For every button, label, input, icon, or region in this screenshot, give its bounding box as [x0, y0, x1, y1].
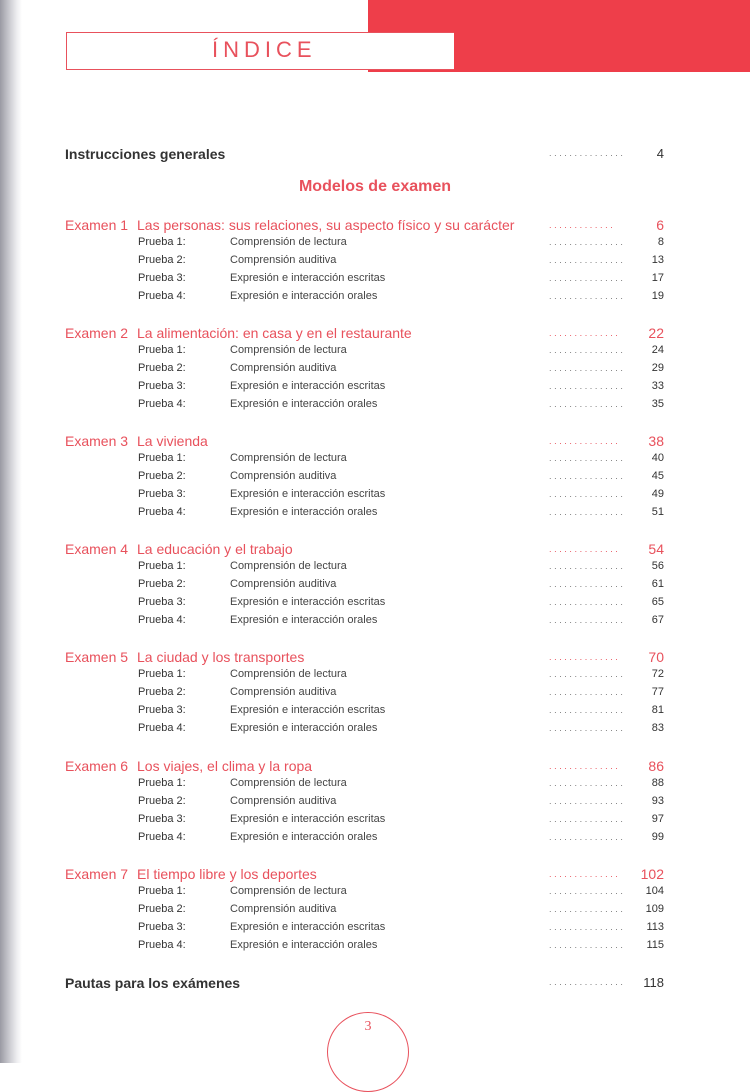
prueba-title: Expresión e interacción escritas: [230, 488, 386, 500]
page-number-ref: 104: [645, 885, 664, 897]
toc-prueba-entry[interactable]: [0, 777, 750, 795]
toc-prueba-entry[interactable]: [0, 831, 750, 849]
toc-prueba-entry[interactable]: [0, 344, 750, 362]
toc-prueba-entry[interactable]: [0, 578, 750, 596]
toc-prueba-entry[interactable]: [0, 290, 750, 308]
dot-leader: ...............: [549, 904, 626, 914]
dot-leader: ..............: [549, 436, 621, 446]
prueba-label: Prueba 4:: [138, 939, 186, 951]
section-title: Modelos de examen: [298, 178, 452, 195]
prueba-label: Prueba 4:: [138, 831, 186, 843]
page-number-ref: 45: [651, 470, 664, 482]
prueba-label: Prueba 3:: [138, 272, 186, 284]
page-number-ref: 6: [656, 217, 664, 233]
exam-number: Examen 7: [65, 866, 129, 882]
prueba-label: Prueba 2:: [138, 362, 186, 374]
exam-number: Examen 4: [65, 541, 129, 557]
page-number-ref: 97: [651, 813, 664, 825]
toc-prueba-entry[interactable]: [0, 236, 750, 254]
dot-leader: .............: [549, 220, 616, 230]
toc-entry-label: Pautas para los exámenes: [65, 975, 241, 991]
page-number-ref: 17: [651, 272, 664, 284]
page-number-ref: 19: [651, 290, 664, 302]
toc-prueba-entry[interactable]: [0, 939, 750, 957]
toc-prueba-entry[interactable]: [0, 795, 750, 813]
page-number-ref: 77: [651, 686, 664, 698]
prueba-title: Comprensión auditiva: [230, 470, 337, 482]
page-number-ref: 40: [651, 452, 664, 464]
toc-entry-intro[interactable]: [0, 146, 750, 164]
page-number: 3: [364, 1019, 372, 1034]
toc-prueba-entry[interactable]: [0, 596, 750, 614]
dot-leader: ...............: [549, 471, 626, 481]
page-number-ref: 99: [651, 831, 664, 843]
prueba-label: Prueba 1:: [138, 452, 186, 464]
exam-title: La alimentación: en casa y en el restaurante: [137, 325, 412, 341]
exam-number: Examen 3: [65, 433, 129, 449]
prueba-label: Prueba 3:: [138, 380, 186, 392]
prueba-title: Comprensión auditiva: [230, 903, 337, 915]
dot-leader: ...............: [549, 489, 626, 499]
prueba-title: Expresión e interacción orales: [230, 398, 378, 410]
page-number-ref: 38: [648, 433, 664, 449]
dot-leader: ...............: [549, 814, 626, 824]
toc-prueba-entry[interactable]: [0, 470, 750, 488]
toc-prueba-entry[interactable]: [0, 813, 750, 831]
toc-entry-outro[interactable]: [0, 975, 750, 993]
prueba-title: Comprensión auditiva: [230, 362, 337, 374]
page-number-ref: 13: [651, 254, 664, 266]
prueba-label: Prueba 1:: [138, 777, 186, 789]
exam-number: Examen 6: [65, 758, 129, 774]
exam-title: La vivienda: [137, 433, 208, 449]
toc-prueba-entry[interactable]: [0, 686, 750, 704]
toc-exam-1[interactable]: [0, 217, 750, 235]
prueba-label: Prueba 4:: [138, 506, 186, 518]
prueba-label: Prueba 2:: [138, 795, 186, 807]
dot-leader: ...............: [549, 977, 626, 987]
page-number-ref: 29: [651, 362, 664, 374]
toc-prueba-entry[interactable]: [0, 614, 750, 632]
prueba-label: Prueba 3:: [138, 488, 186, 500]
prueba-title: Comprensión auditiva: [230, 578, 337, 590]
toc-prueba-entry[interactable]: [0, 254, 750, 272]
page-number-ref: 70: [648, 649, 664, 665]
prueba-label: Prueba 1:: [138, 668, 186, 680]
dot-leader: ...............: [549, 796, 626, 806]
prueba-label: Prueba 2:: [138, 254, 186, 266]
exam-number: Examen 2: [65, 325, 129, 341]
dot-leader: ...............: [549, 886, 626, 896]
toc-prueba-entry[interactable]: [0, 452, 750, 470]
page-number-ref: 109: [645, 903, 664, 915]
prueba-label: Prueba 1:: [138, 560, 186, 572]
dot-leader: ..............: [549, 328, 621, 338]
exam-number: Examen 5: [65, 649, 129, 665]
prueba-label: Prueba 3:: [138, 596, 186, 608]
dot-leader: ...............: [549, 453, 626, 463]
page-number-ref: 67: [651, 614, 664, 626]
prueba-title: Expresión e interacción escritas: [230, 704, 386, 716]
exam-title: Los viajes, el clima y la ropa: [137, 758, 313, 774]
dot-leader: ...............: [549, 687, 626, 697]
page-number-ref: 102: [640, 866, 664, 882]
toc-prueba-entry[interactable]: [0, 903, 750, 921]
prueba-label: Prueba 2:: [138, 578, 186, 590]
exam-title: La ciudad y los transportes: [137, 649, 305, 665]
prueba-label: Prueba 2:: [138, 903, 186, 915]
prueba-label: Prueba 3:: [138, 704, 186, 716]
toc-exam-7[interactable]: [0, 866, 750, 884]
prueba-title: Comprensión de lectura: [230, 560, 347, 572]
prueba-label: Prueba 4:: [138, 398, 186, 410]
page-number-ref: 113: [646, 921, 664, 933]
page-number-ref: 81: [651, 704, 664, 716]
toc-entry-label: Instrucciones generales: [65, 146, 226, 162]
dot-leader: ..............: [549, 761, 621, 771]
dot-leader: ...............: [549, 255, 626, 265]
prueba-label: Prueba 1:: [138, 236, 186, 248]
toc-prueba-entry[interactable]: [0, 722, 750, 740]
dot-leader: ..............: [549, 544, 621, 554]
prueba-label: Prueba 3:: [138, 921, 186, 933]
prueba-title: Comprensión auditiva: [230, 686, 337, 698]
dot-leader: ...............: [549, 291, 626, 301]
prueba-title: Expresión e interacción orales: [230, 614, 378, 626]
prueba-title: Expresión e interacción escritas: [230, 596, 386, 608]
dot-leader: ...............: [549, 669, 626, 679]
toc-prueba-entry[interactable]: [0, 362, 750, 380]
toc-prueba-entry[interactable]: [0, 885, 750, 903]
dot-leader: ...............: [549, 399, 626, 409]
prueba-title: Comprensión auditiva: [230, 254, 337, 266]
toc-exam-2[interactable]: [0, 325, 750, 343]
dot-leader: ...............: [549, 381, 626, 391]
dot-leader: ...............: [549, 345, 626, 355]
prueba-title: Expresión e interacción escritas: [230, 272, 386, 284]
page-number-ref: 4: [656, 146, 664, 161]
dot-leader: ...............: [549, 778, 626, 788]
dot-leader: ...............: [549, 922, 626, 932]
dot-leader: ...............: [549, 507, 626, 517]
prueba-title: Comprensión de lectura: [230, 452, 347, 464]
page-number-ref: 35: [651, 398, 664, 410]
page-number-ref: 49: [651, 488, 664, 500]
page-number-ref: 118: [643, 975, 664, 990]
page-title: ÍNDICE: [212, 37, 317, 62]
toc-prueba-entry[interactable]: [0, 506, 750, 524]
page-number-ref: 115: [646, 939, 664, 951]
prueba-label: Prueba 4:: [138, 290, 186, 302]
toc-exam-3[interactable]: [0, 433, 750, 451]
dot-leader: ...............: [549, 597, 626, 607]
prueba-label: Prueba 1:: [138, 344, 186, 356]
page-number-ref: 72: [651, 668, 664, 680]
prueba-title: Expresión e interacción orales: [230, 290, 378, 302]
prueba-label: Prueba 2:: [138, 686, 186, 698]
toc-exam-6[interactable]: [0, 758, 750, 776]
dot-leader: ...............: [549, 148, 626, 158]
toc-prueba-entry[interactable]: [0, 668, 750, 686]
page-number-ref: 51: [651, 506, 664, 518]
prueba-title: Expresión e interacción escritas: [230, 380, 386, 392]
page-number-ref: 93: [651, 795, 664, 807]
prueba-title: Expresión e interacción orales: [230, 722, 378, 734]
page-number-ref: 65: [651, 596, 664, 608]
toc-prueba-entry[interactable]: [0, 398, 750, 416]
page-number-ref: 54: [648, 541, 664, 557]
dot-leader: ...............: [549, 561, 626, 571]
dot-leader: ...............: [549, 273, 626, 283]
prueba-label: Prueba 2:: [138, 470, 186, 482]
prueba-title: Expresión e interacción orales: [230, 831, 378, 843]
prueba-label: Prueba 1:: [138, 885, 186, 897]
prueba-title: Expresión e interacción orales: [230, 506, 378, 518]
page-number-ref: 22: [648, 325, 664, 341]
dot-leader: ..............: [549, 869, 621, 879]
dot-leader: ...............: [549, 579, 626, 589]
exam-title: El tiempo libre y los deportes: [137, 866, 317, 882]
toc-prueba-entry[interactable]: [0, 380, 750, 398]
dot-leader: ...............: [549, 237, 626, 247]
toc-prueba-entry[interactable]: [0, 272, 750, 290]
prueba-label: Prueba 4:: [138, 722, 186, 734]
toc-exam-5[interactable]: [0, 649, 750, 667]
prueba-title: Expresión e interacción orales: [230, 939, 378, 951]
dot-leader: ..............: [549, 652, 621, 662]
dot-leader: ...............: [549, 363, 626, 373]
page-number-badge: [327, 1012, 409, 1092]
prueba-title: Comprensión de lectura: [230, 885, 347, 897]
page-number-ref: 33: [651, 380, 664, 392]
toc-prueba-entry[interactable]: [0, 488, 750, 506]
dot-leader: ...............: [549, 615, 626, 625]
prueba-title: Comprensión de lectura: [230, 668, 347, 680]
exam-number: Examen 1: [65, 217, 129, 233]
dot-leader: ...............: [549, 832, 626, 842]
prueba-title: Expresión e interacción escritas: [230, 813, 386, 825]
prueba-title: Expresión e interacción escritas: [230, 921, 386, 933]
toc-prueba-entry[interactable]: [0, 921, 750, 939]
prueba-title: Comprensión auditiva: [230, 795, 337, 807]
page-number-ref: 61: [651, 578, 664, 590]
page-number-ref: 88: [651, 777, 664, 789]
prueba-label: Prueba 3:: [138, 813, 186, 825]
page-number-ref: 56: [651, 560, 664, 572]
page-number-ref: 8: [657, 236, 664, 248]
page-number-ref: 24: [651, 344, 664, 356]
exam-title: La educación y el trabajo: [137, 541, 293, 557]
prueba-title: Comprensión de lectura: [230, 236, 347, 248]
prueba-title: Comprensión de lectura: [230, 777, 347, 789]
page-number-ref: 83: [651, 722, 664, 734]
toc-prueba-entry[interactable]: [0, 560, 750, 578]
page-number-ref: 86: [648, 758, 664, 774]
prueba-title: Comprensión de lectura: [230, 344, 347, 356]
toc-prueba-entry[interactable]: [0, 704, 750, 722]
dot-leader: ...............: [549, 705, 626, 715]
prueba-label: Prueba 4:: [138, 614, 186, 626]
exam-title: Las personas: sus relaciones, su aspecto físico y su carácter: [137, 217, 515, 233]
dot-leader: ...............: [549, 723, 626, 733]
toc-exam-4[interactable]: [0, 541, 750, 559]
header-title-box: [66, 32, 454, 70]
dot-leader: ...............: [549, 940, 626, 950]
